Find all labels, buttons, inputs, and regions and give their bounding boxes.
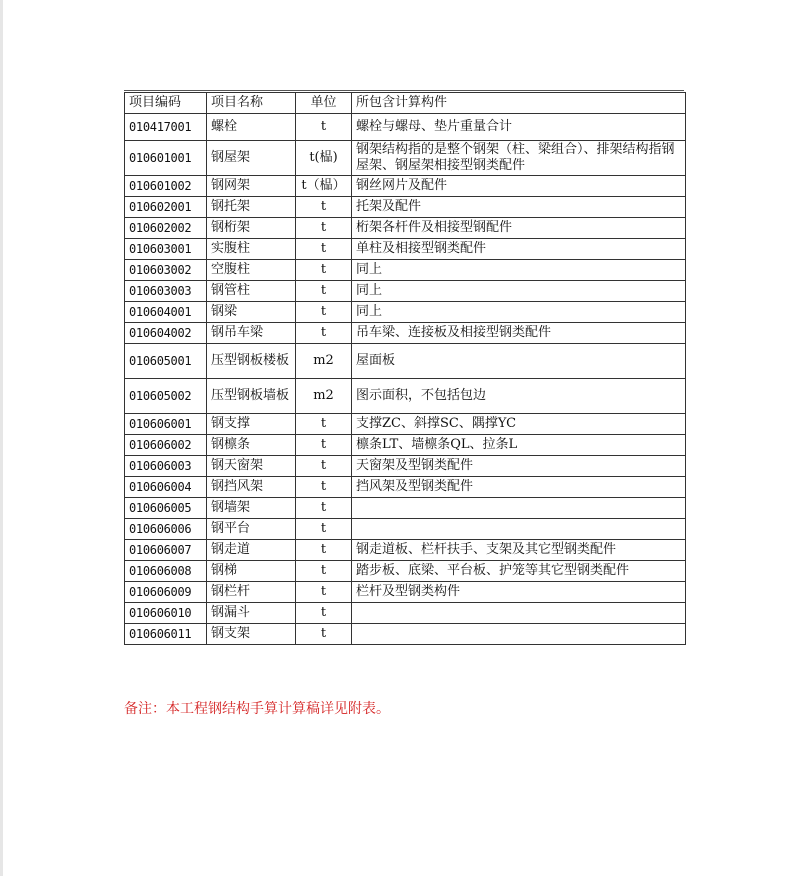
row-desc: 钢丝网片及配件 xyxy=(352,176,686,197)
table-row xyxy=(125,302,686,323)
table-row xyxy=(125,197,686,218)
row-name: 螺栓 xyxy=(207,114,296,141)
table-row xyxy=(125,435,686,456)
row-code: 010606007 xyxy=(125,540,207,561)
row-code: 010606009 xyxy=(125,582,207,603)
row-desc: 图示面积，不包括包边 xyxy=(352,379,686,414)
row-desc xyxy=(352,519,686,540)
row-code: 010603001 xyxy=(125,239,207,260)
row-desc: 钢架结构指的是整个钢架（柱、梁组合）、排架结构指钢屋架、钢屋架相接型钢类配件 xyxy=(352,141,686,176)
row-code: 010604002 xyxy=(125,323,207,344)
row-unit: t xyxy=(296,281,352,302)
row-name: 钢墙架 xyxy=(207,498,296,519)
row-desc: 同上 xyxy=(352,302,686,323)
table-row xyxy=(125,260,686,281)
row-unit: t xyxy=(296,624,352,645)
row-unit: t xyxy=(296,561,352,582)
header-unit: 单位 xyxy=(296,93,352,114)
row-code: 010606010 xyxy=(125,603,207,624)
row-desc xyxy=(352,624,686,645)
table-row xyxy=(125,456,686,477)
row-desc: 螺栓与螺母、垫片重量合计 xyxy=(352,114,686,141)
table-row xyxy=(125,477,686,498)
row-code: 010601002 xyxy=(125,176,207,197)
row-code: 010605001 xyxy=(125,344,207,379)
row-name: 钢支架 xyxy=(207,624,296,645)
row-desc: 屋面板 xyxy=(352,344,686,379)
row-code: 010606001 xyxy=(125,414,207,435)
row-unit: t(榀) xyxy=(296,141,352,176)
row-code: 010606004 xyxy=(125,477,207,498)
row-desc: 天窗架及型钢类配件 xyxy=(352,456,686,477)
header-desc: 所包含计算构件 xyxy=(352,93,686,114)
row-name: 钢支撑 xyxy=(207,414,296,435)
table-row xyxy=(125,218,686,239)
row-desc xyxy=(352,498,686,519)
row-unit: t xyxy=(296,414,352,435)
row-name: 压型钢板楼板 xyxy=(207,344,296,379)
row-desc: 吊车梁、连接板及相接型钢类配件 xyxy=(352,323,686,344)
row-desc: 栏杆及型钢类构件 xyxy=(352,582,686,603)
row-code: 010606005 xyxy=(125,498,207,519)
row-unit: t xyxy=(296,260,352,281)
row-name: 钢平台 xyxy=(207,519,296,540)
row-name: 钢梁 xyxy=(207,302,296,323)
table-row xyxy=(125,519,686,540)
row-unit: t xyxy=(296,498,352,519)
table-row xyxy=(125,176,686,197)
row-desc: 钢走道板、栏杆扶手、支架及其它型钢类配件 xyxy=(352,540,686,561)
row-name: 钢吊车梁 xyxy=(207,323,296,344)
table-row xyxy=(125,540,686,561)
page-left-edge xyxy=(0,0,3,876)
row-desc xyxy=(352,603,686,624)
row-code: 010601001 xyxy=(125,141,207,176)
remark-note: 备注：本工程钢结构手算计算稿详见附表。 xyxy=(124,701,390,717)
table-row xyxy=(125,624,686,645)
row-desc: 单柱及相接型钢类配件 xyxy=(352,239,686,260)
row-name: 钢托架 xyxy=(207,197,296,218)
table-row xyxy=(125,141,686,176)
row-name: 实腹柱 xyxy=(207,239,296,260)
row-unit: t xyxy=(296,218,352,239)
row-name: 钢挡风架 xyxy=(207,477,296,498)
row-desc: 桁架各杆件及相接型钢配件 xyxy=(352,218,686,239)
row-name: 钢屋架 xyxy=(207,141,296,176)
row-name: 钢漏斗 xyxy=(207,603,296,624)
row-desc: 托架及配件 xyxy=(352,197,686,218)
row-code: 010606002 xyxy=(125,435,207,456)
row-name: 钢天窗架 xyxy=(207,456,296,477)
row-code: 010606006 xyxy=(125,519,207,540)
row-name: 钢梯 xyxy=(207,561,296,582)
row-code: 010602002 xyxy=(125,218,207,239)
table-row xyxy=(125,414,686,435)
row-unit: t xyxy=(296,114,352,141)
table-row xyxy=(125,379,686,414)
row-code: 010602001 xyxy=(125,197,207,218)
row-code: 010604001 xyxy=(125,302,207,323)
row-code: 010603003 xyxy=(125,281,207,302)
table-row xyxy=(125,239,686,260)
header-code: 项目编码 xyxy=(125,93,207,114)
row-unit: t xyxy=(296,302,352,323)
page-top-rule xyxy=(124,90,684,91)
row-code: 010605002 xyxy=(125,379,207,414)
table-row xyxy=(125,344,686,379)
row-unit: t xyxy=(296,435,352,456)
row-unit: t xyxy=(296,197,352,218)
row-unit: t xyxy=(296,477,352,498)
row-unit: m2 xyxy=(296,344,352,379)
row-name: 压型钢板墙板 xyxy=(207,379,296,414)
table-row xyxy=(125,561,686,582)
row-unit: t xyxy=(296,603,352,624)
table-row xyxy=(125,603,686,624)
row-unit: m2 xyxy=(296,379,352,414)
row-desc: 挡风架及型钢类配件 xyxy=(352,477,686,498)
row-name: 钢走道 xyxy=(207,540,296,561)
row-name: 钢管柱 xyxy=(207,281,296,302)
row-unit: t xyxy=(296,239,352,260)
row-name: 钢桁架 xyxy=(207,218,296,239)
steel-items-table xyxy=(124,92,686,645)
row-unit: t xyxy=(296,519,352,540)
row-name: 空腹柱 xyxy=(207,260,296,281)
row-desc: 檩条LT、墙檩条QL、拉条L xyxy=(352,435,686,456)
row-unit: t xyxy=(296,582,352,603)
row-name: 钢檩条 xyxy=(207,435,296,456)
row-desc: 踏步板、底梁、平台板、护笼等其它型钢类配件 xyxy=(352,561,686,582)
row-unit: t xyxy=(296,540,352,561)
table-body xyxy=(125,114,686,645)
row-unit: t xyxy=(296,323,352,344)
row-code: 010606003 xyxy=(125,456,207,477)
table-row xyxy=(125,281,686,302)
row-desc: 同上 xyxy=(352,281,686,302)
row-code: 010606011 xyxy=(125,624,207,645)
row-desc: 支撑ZC、斜撑SC、隅撑YC xyxy=(352,414,686,435)
row-code: 010603002 xyxy=(125,260,207,281)
table-row xyxy=(125,114,686,141)
header-name: 项目名称 xyxy=(207,93,296,114)
row-name: 钢网架 xyxy=(207,176,296,197)
row-desc: 同上 xyxy=(352,260,686,281)
table-row xyxy=(125,323,686,344)
table-row xyxy=(125,582,686,603)
table-row xyxy=(125,498,686,519)
row-unit: t（榀） xyxy=(296,176,352,197)
row-code: 010417001 xyxy=(125,114,207,141)
row-code: 010606008 xyxy=(125,561,207,582)
row-unit: t xyxy=(296,456,352,477)
table-header-row xyxy=(125,93,686,114)
row-name: 钢栏杆 xyxy=(207,582,296,603)
